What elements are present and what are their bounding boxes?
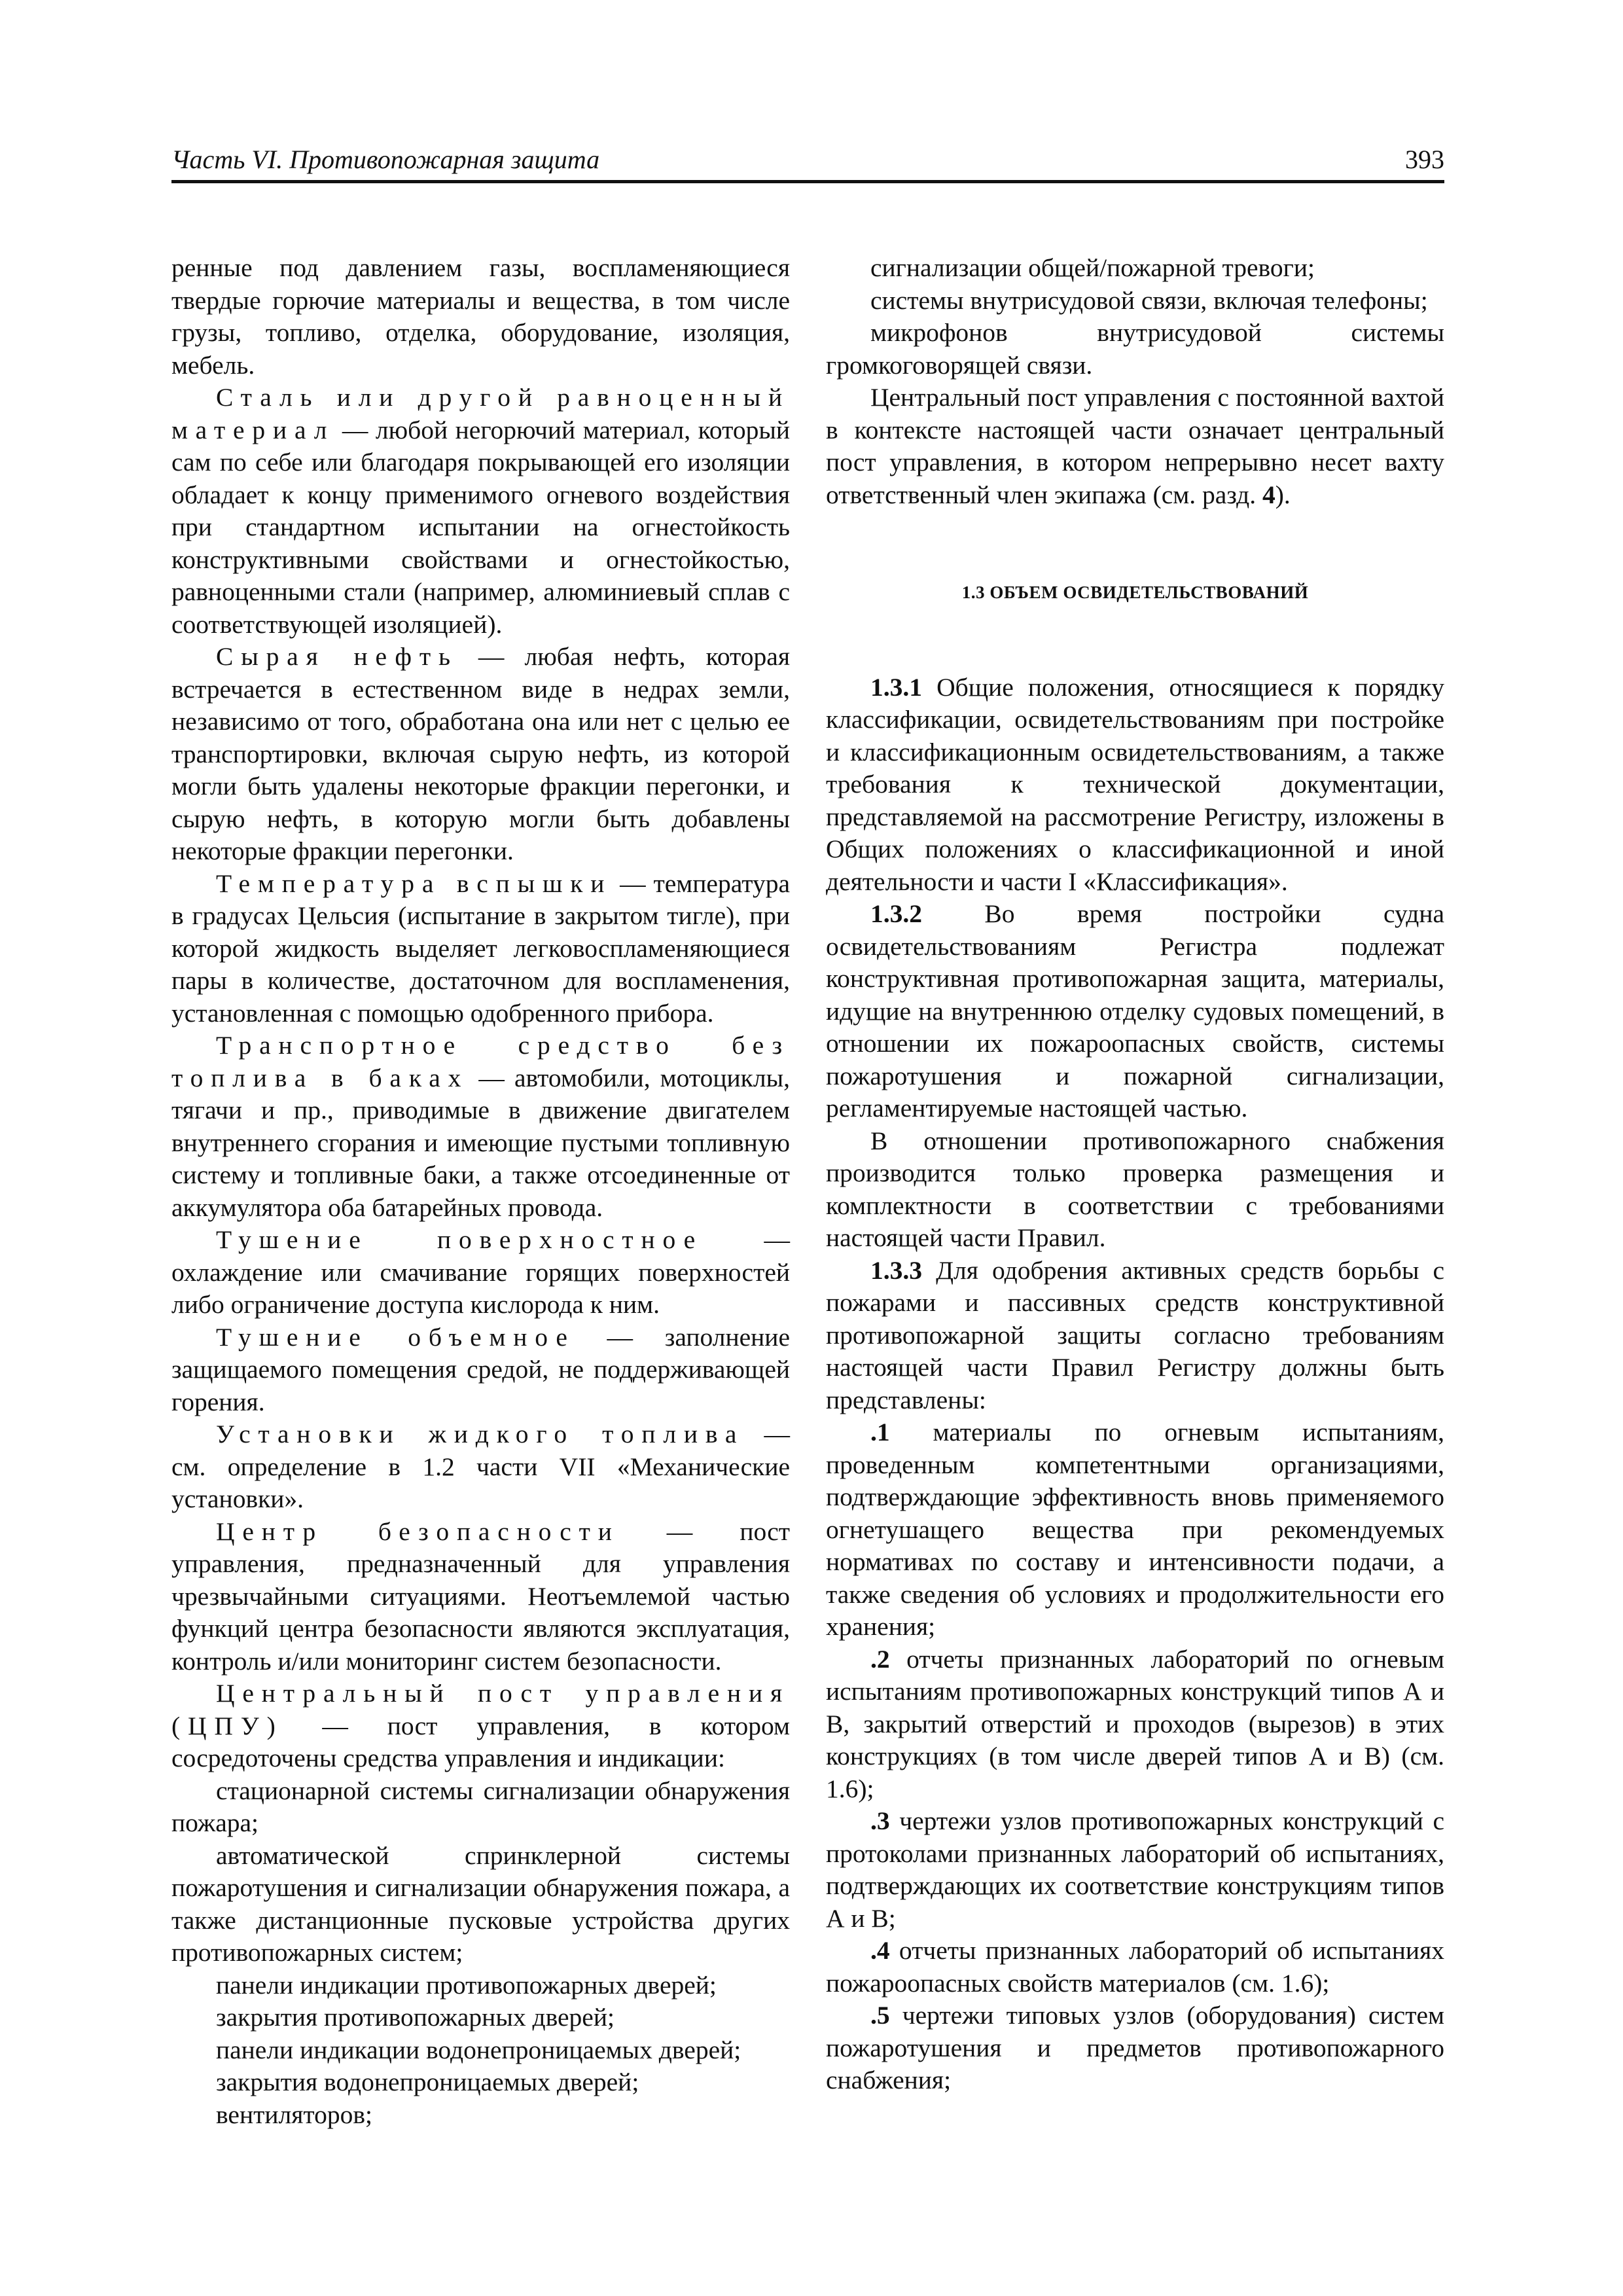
numbered-item xyxy=(826,1643,1444,1806)
defined-term: Центральный пост управления (ЦПУ) xyxy=(171,1679,790,1740)
item-text: материалы по огневым испытаниям, проведенным компетентными организациями, подтверждающие эффективность вновь применяемого огнетушащего вещества при рекомендуемых нормативах по составу и интенсивности подачи, а также сведения об условиях и продолжительности его хранения; xyxy=(826,1418,1444,1641)
left-column xyxy=(171,252,790,2131)
clause-paragraph xyxy=(826,898,1444,1125)
section-reference: 4 xyxy=(1262,480,1275,509)
section-heading: 1.3 ОБЪЕМ ОСВИДЕТЕЛЬСТВОВАНИЙ xyxy=(961,583,1309,602)
item-number: .5 xyxy=(870,2001,890,2030)
numbered-item xyxy=(826,1935,1444,2000)
paragraph: ренные под давлением газы, воспламеняющиеся твердые горючие материалы и вещества, в том числе грузы, топливо, отделка, оборудование, изоляция, мебель. xyxy=(171,253,790,380)
numbered-item xyxy=(826,1416,1444,1643)
definition-paragraph xyxy=(171,1516,790,1678)
right-column xyxy=(826,252,1444,2097)
list-item: системы внутрисудовой связи, включая телефоны; xyxy=(870,285,1428,315)
paragraph-end: ). xyxy=(1275,480,1291,509)
list-item: сигнализации общей/пожарной тревоги; xyxy=(870,253,1315,282)
clause-number: 1.3.2 xyxy=(870,899,922,928)
defined-term: Температура вспышки xyxy=(216,869,613,898)
numbered-item xyxy=(826,2000,1444,2097)
definition-paragraph xyxy=(171,1418,790,1516)
list-item: панели индикации водонепроницаемых дверей; xyxy=(216,2035,741,2064)
item-text: чертежи типовых узлов (оборудования) систем пожаротушения и предметов противопожарного снабжения; xyxy=(826,2001,1444,2094)
definition-text: — автомобили, мотоциклы, тягачи и пр., приводимые в движение двигателем внутреннего сгорания и имеющие пустыми топливную систему и топливные баки, а также отсоединенные от аккумулятора оба батарейных провода. xyxy=(171,1063,790,1222)
page-header xyxy=(171,141,1444,183)
definition-text: — любая нефть, которая встречается в естественном виде в недрах земли, независимо от того, обработана она или нет с целью ее транспортировки, включая сырую нефть, из которой могли быть удалены некоторые фракции перегонки, и сырую нефть, в которую могли быть добавлены некоторые фракции перегонки. xyxy=(171,642,790,865)
numbered-item xyxy=(826,1805,1444,1935)
list-item: автоматической спринклерной системы пожаротушения и сигнализации обнаружения пожара, а также дистанционные пусковые устройства других противопожарных систем; xyxy=(171,1840,790,1967)
paragraph-text: Центральный пост управления с постоянной вахтой в контексте настоящей части означает центральный пост управления, в котором непрерывно несет вахту ответственный член экипажа (см. разд. xyxy=(826,383,1444,509)
paragraph: В отношении противопожарного снабжения производится только проверка размещения и комплектности в соответствии с требованиями настоящей части Правил. xyxy=(826,1126,1444,1252)
list-item: закрытия противопожарных дверей; xyxy=(216,2003,615,2032)
list-item: закрытия водонепроницаемых дверей; xyxy=(216,2068,639,2096)
list-item: микрофонов внутрисудовой системы громкоговорящей связи. xyxy=(826,318,1444,380)
definition-text: — любой негорючий материал, который сам по себе или благодаря покрывающей его изоляции обладает к концу применимого огневого воздействия при стандартном испытании на огнестойкость конструктивными свойствами и огнестойкостью, равноценными стали (например, алюминиевый сплав с соответствующей изоляцией). xyxy=(171,415,790,639)
item-text: чертежи узлов противопожарных конструкций с протоколами признанных лабораторий об испытаниях, подтверждающих их соответствие конструкциям типов А и В; xyxy=(826,1806,1444,1933)
clause-text: Общие положения, относящиеся к порядку классификации, освидетельствованиям при постройке и классификационным освидетельствованиям, а также требования к технической документации, представляемой на рассмотрение Регистру, изложены в Общих положениях о классификационной и иной деятельности и части I «Классификация». xyxy=(826,672,1444,896)
item-number: .3 xyxy=(870,1806,890,1835)
definition-text: — пост управления, предназначенный для управления чрезвычайными ситуациями. Неотъемлемой частью функций центра безопасности являются эксплуатация, контроль и/или мониторинг систем безопасности. xyxy=(171,1516,790,1676)
definition-paragraph xyxy=(171,382,790,641)
running-title: Часть VI. Противопожарная защита xyxy=(171,145,600,174)
item-number: .2 xyxy=(870,1644,890,1674)
definition-text: — см. определение в 1.2 части VII «Механические установки». xyxy=(171,1420,790,1513)
clause-paragraph xyxy=(826,1255,1444,1417)
defined-term: Сырая нефть xyxy=(216,642,458,671)
clause-text: Во время постройки судна освидетельствованиям Регистра подлежат конструктивная противопожарная защита, материалы, идущие на внутреннюю отделку судовых помещений, в отношении их пожароопасных свойств, системы пожаротушения и пожарной сигнализации, регламентируемые настоящей частью. xyxy=(826,899,1444,1122)
definition-paragraph xyxy=(171,868,790,1030)
definition-text: — охлаждение или смачивание горящих поверхностей либо ограничение доступа кислорода к ним. xyxy=(171,1225,790,1319)
definition-text: — температура в градусах Цельсия (испытание в закрытом тигле), при которой жидкость выделяет легковоспламеняющиеся пары в количестве, достаточном для воспламенения, установленная с помощью одобренного прибора. xyxy=(171,869,790,1028)
definition-paragraph xyxy=(171,1321,790,1419)
definition-paragraph xyxy=(171,1677,790,1775)
clause-number: 1.3.3 xyxy=(870,1255,922,1285)
definition-paragraph xyxy=(171,1224,790,1321)
item-number: .4 xyxy=(870,1936,890,1965)
item-number: .1 xyxy=(870,1418,890,1446)
item-text: отчеты признанных лабораторий по огневым испытаниям противопожарных конструкций типов А и В, закрытий отверстий и проходов (вырезов) в этих конструкциях (в том числе дверей типов А и В) (см. 1.6); xyxy=(826,1644,1444,1803)
definition-paragraph xyxy=(171,641,790,868)
item-text: отчеты признанных лабораторий об испытаниях пожароопасных свойств материалов (см. 1.6); xyxy=(826,1936,1444,1998)
clause-paragraph xyxy=(826,672,1444,899)
defined-term: Тушение поверхностное xyxy=(216,1225,703,1254)
defined-term: Тушение объемное xyxy=(216,1322,575,1352)
definition-paragraph xyxy=(171,1030,790,1224)
defined-term: Сталь или другой равноценный материал xyxy=(171,383,790,444)
defined-term: Установки жидкого топлива xyxy=(216,1420,745,1448)
defined-term: Транспортное средство без топлива в баках xyxy=(171,1031,790,1092)
list-item: панели индикации противопожарных дверей; xyxy=(216,1970,717,2000)
definition-text: — пост управления, в котором сосредоточены средства управления и индикации: xyxy=(171,1711,790,1772)
clause-text: Для одобрения активных средств борьбы с пожарами и пассивных средств конструктивной противопожарной защиты согласно требованиям настоящей части Правил Регистру должны быть представлены: xyxy=(826,1255,1444,1414)
list-item: вентиляторов; xyxy=(216,2100,372,2129)
page-number: 393 xyxy=(1405,145,1444,174)
clause-number: 1.3.1 xyxy=(870,672,922,702)
defined-term: Центр безопасности xyxy=(216,1516,620,1546)
paragraph xyxy=(826,382,1444,511)
definition-text: — заполнение защищаемого помещения средой, не поддерживающей горения. xyxy=(171,1322,790,1416)
list-item: стационарной системы сигнализации обнаружения пожара; xyxy=(171,1776,790,1837)
